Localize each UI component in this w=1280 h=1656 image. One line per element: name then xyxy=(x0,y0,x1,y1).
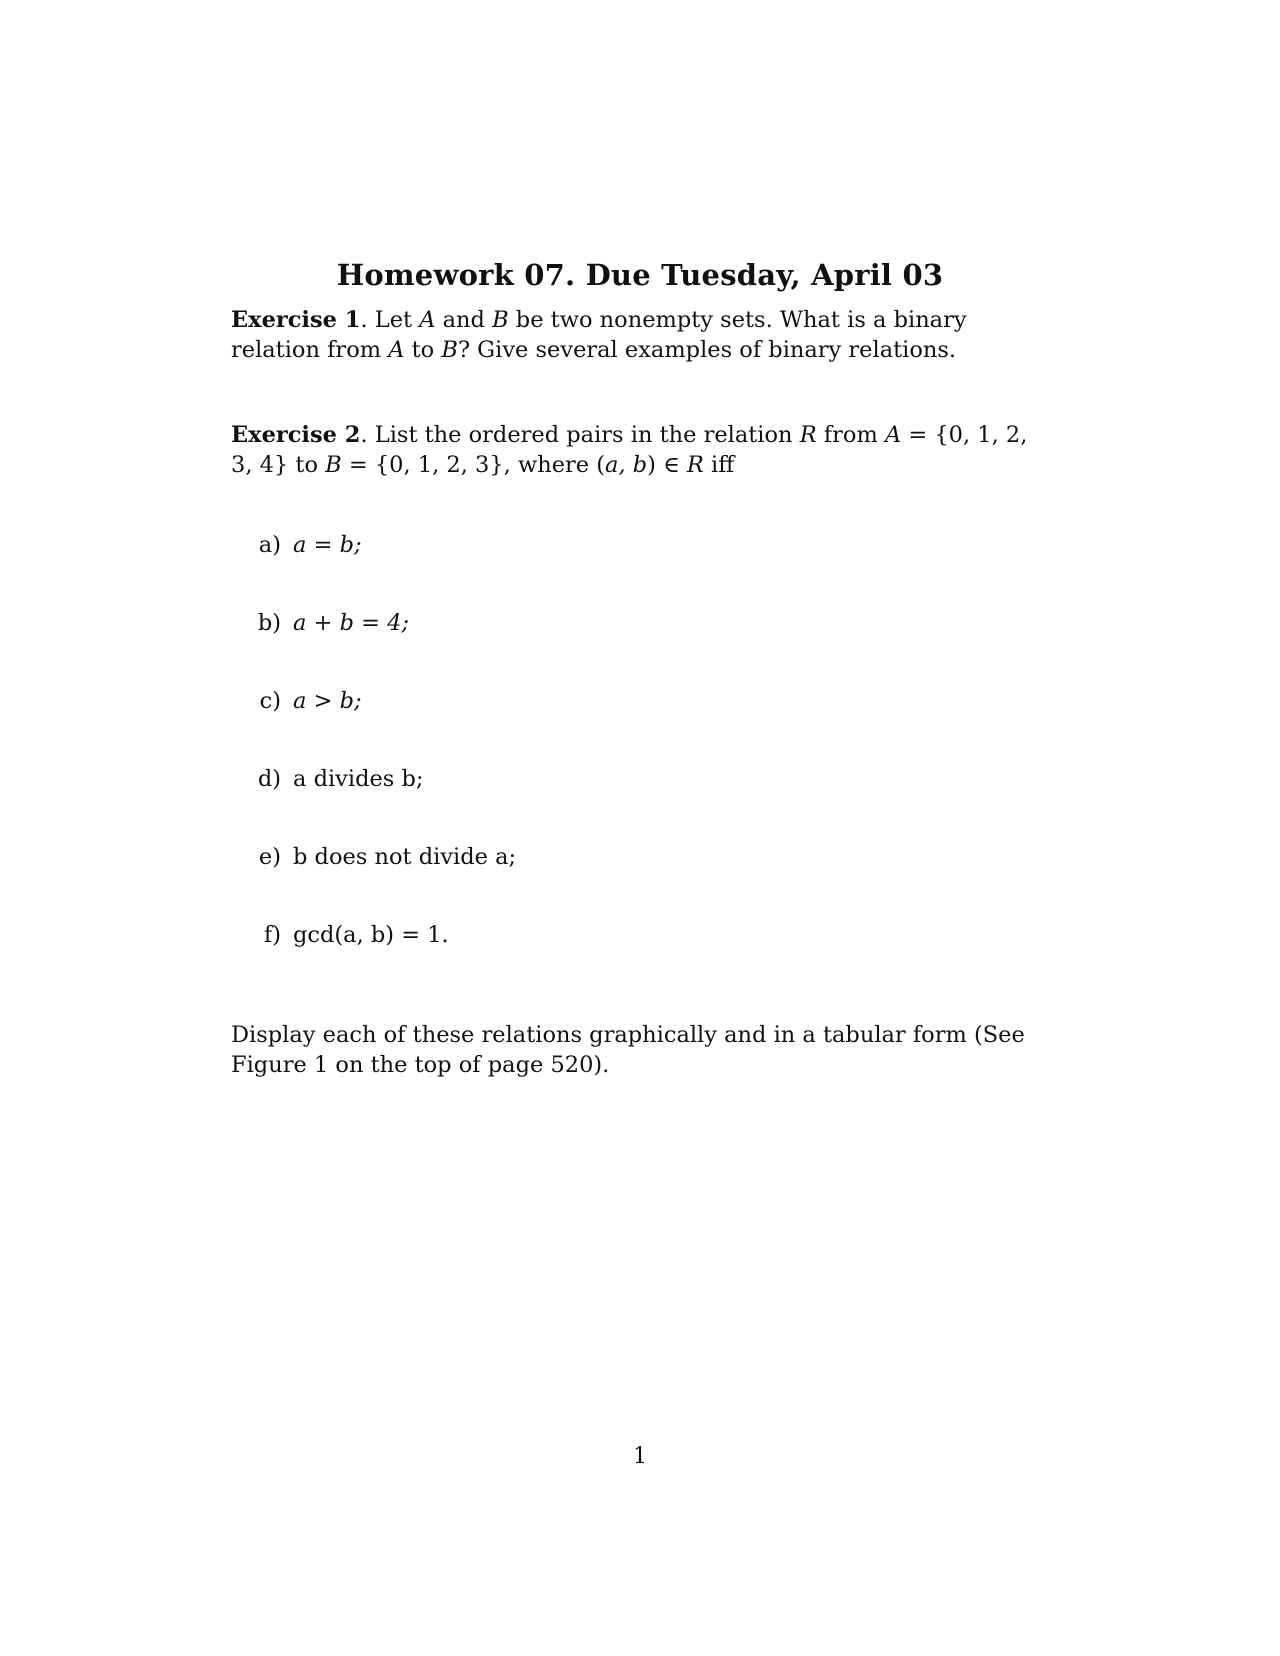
math-var: B xyxy=(441,337,458,363)
exercise-2-label: Exercise 2 xyxy=(231,422,361,448)
text: ? Give several examples of binary relations. xyxy=(457,337,957,363)
math-var: R xyxy=(799,422,817,448)
exercise-1 xyxy=(231,305,1051,365)
list-item xyxy=(245,920,449,950)
item-label: d) xyxy=(257,766,281,792)
item-text: a divides b; xyxy=(293,766,424,792)
list-item xyxy=(245,608,409,638)
page-title: Homework 07. Due Tuesday, April 03 xyxy=(336,258,944,292)
text: to xyxy=(404,337,442,363)
list-item xyxy=(245,530,362,560)
exercise-2-closing: Display each of these relations graphically and in a tabular form (See Figure 1 on the top of page 520). xyxy=(231,1022,1025,1078)
item-text: a = b; xyxy=(293,532,362,558)
list-item xyxy=(245,686,362,716)
math-var: B xyxy=(325,452,342,478)
text: be two nonempty sets. What is a binary relation from xyxy=(231,307,967,363)
list-item xyxy=(245,764,423,794)
math-var: A xyxy=(419,307,436,333)
page-number: 1 xyxy=(633,1444,647,1469)
item-label: a) xyxy=(258,532,281,558)
exercise-1-label: Exercise 1 xyxy=(231,307,361,333)
math-var: B xyxy=(492,307,509,333)
text: = {0, 1, 2, 3}, where ( xyxy=(341,452,606,478)
text: = {0, 1, 2, 3, 4} to xyxy=(231,422,1028,478)
text: and xyxy=(435,307,493,333)
text: iff xyxy=(703,452,735,478)
item-label: b) xyxy=(257,610,281,636)
item-label: f) xyxy=(263,922,281,948)
math-var: a, b xyxy=(605,452,648,478)
item-text: a + b = 4; xyxy=(293,610,410,636)
math-var: A xyxy=(884,422,902,448)
item-text: b does not divide a; xyxy=(293,844,517,870)
text: . Let xyxy=(360,307,420,333)
item-text: gcd(a, b) = 1. xyxy=(293,922,449,948)
item-label: e) xyxy=(258,844,281,870)
math-var: R xyxy=(686,452,704,478)
list-item xyxy=(245,842,516,872)
text: . List the ordered pairs in the relation xyxy=(360,422,800,448)
item-label: c) xyxy=(259,688,281,714)
exercise-2-intro xyxy=(231,420,1051,480)
text: from xyxy=(816,422,885,448)
text: ) ∈ xyxy=(647,452,687,478)
item-text: a > b; xyxy=(293,688,362,714)
math-var: A xyxy=(388,337,405,363)
